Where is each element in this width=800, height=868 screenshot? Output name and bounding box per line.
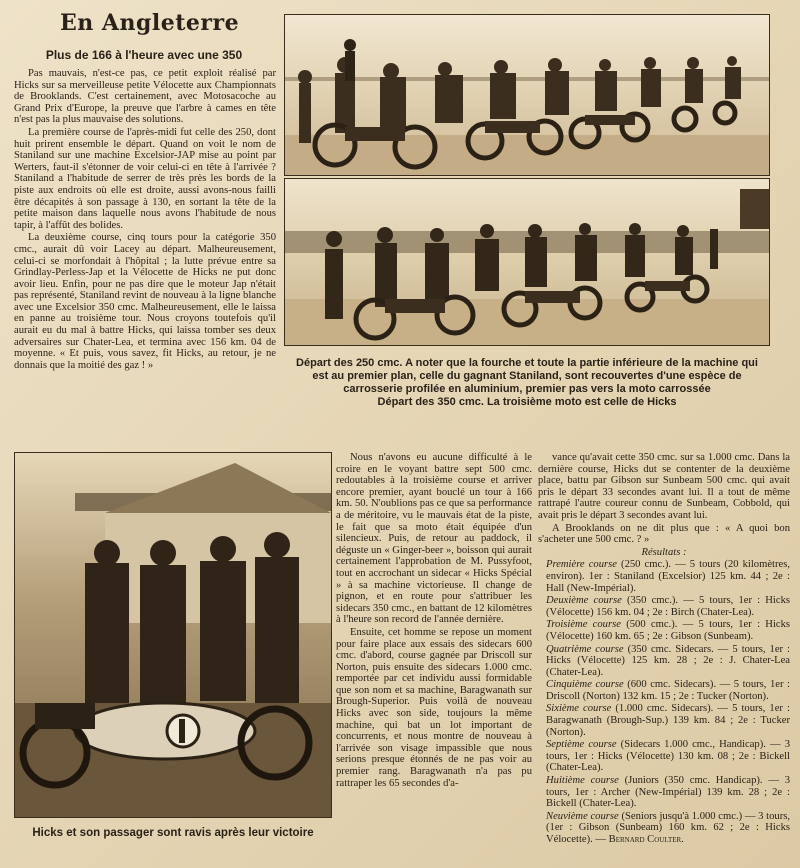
result-item xyxy=(538,775,790,810)
results-title: Résultats : xyxy=(641,546,687,558)
race-detail: (Juniors (350 cmc. Handicap). — 3 tours, 1er : Archer (New-Impérial) 139 km. 28 ; 2e : Bickell (Chater-Lea). xyxy=(546,775,790,810)
right-column xyxy=(538,452,790,864)
race-detail: (600 cmc. Sidecars). — 5 tours, 1er : Driscoll (Norton) 132 km. 15 ; 2e : Tucker (Norton). xyxy=(546,679,790,702)
top-photo-caption xyxy=(292,357,762,409)
middle-column xyxy=(336,452,532,864)
paragraph: La deuxième course, cinq tours pour la catégorie 350 cmc., aurait dû voir Lacey au départ. Malheureusement, celui-ci se morfondait à l'hôpital ; la lutte prévue entre sa Grindlay-Perless-Jap et la Vélocette de Hicks ne put donc avoir lieu. Enfin, pour ne pas dire que le moteur Jap n'était pas représenté, Staniland revint de nouveau à la ligne blanche avec une Excelsior 350 cmc. Malheureusement, elle le laissa en panne au troisième tour. Nous croyons toutefois qu'il aurait eu du mal à battre Hicks, qui laissa tomber ses deux adversaires sur Chater-Lea, et termina avec 156 km. 04 de moyenne. « Et puis, vous savez, fit Hicks, au retour, je ne donnais que la moitié des gaz ! » xyxy=(14,232,276,371)
photo-start-250-image xyxy=(285,15,769,175)
race-name: Sixième course xyxy=(546,703,612,715)
paragraph: vance qu'avait cette 350 cmc. sur sa 1.000 cmc. Dans la dernière course, Hicks dut se contenter de la deuxième place, battu par Gibson sur Sunbeam 500 cmc. qui avait pris le départ 33 secondes avant lui. Il a tout de même rattrapé l'autre coureur connu de Sunbeam, Cobbold, qui avait pris le départ 3 secondes avant lui. xyxy=(538,452,790,521)
result-item xyxy=(538,703,790,738)
race-name: Troisième course xyxy=(546,619,621,631)
paragraph: Nous n'avons eu aucune difficulté à le croire en le voyant battre sept 500 cmc. redoutables à la troisième course et arriver encore premier, ayant bouclé un tour à 166 km. 50. N'oublions pas ce que sa performance a de méritoire, vu le mauvais état de la piste, le fait que sa moto était équipée d'un silencieux. Puis, de retour au paddock, il déguste un « Ginger-beer », boisson qui aurait certainement l'approbation de M. Pussyfoot, tout en accrochant un sidecar « Hicks Spécial » à sa machine victorieuse. Il change de pignon, et en route pour s'attribuer les sidecars 350 cmc., en battant de 12 kilomètres à l'heure son record de l'année dernière. xyxy=(336,452,532,626)
race-detail: (Sidecars 1.000 cmc., Handicap). — 3 tours, 1er : Hicks (Vélocette) 130 km. 08 ; 2e : Bickell (Chater-Lea). xyxy=(546,739,790,774)
paragraph: La première course de l'après-midi fut celle des 250, dont huit prirent ensemble le départ. Quand on voit le nom de Staniland sur une machine Excelsior-JAP mise au point par Werters, faut-il s'étonner de voir celui-ci en tête à l'arrivée ? Staniland a l'habitude de serrer de très près les bords de la piste aux endroits où elle est droite, aussi avons-nous failli être décapités à son passage à 130, en sortant la tête de la petite maison dans laquelle nous avons l'habitude de nous tapir, à l'affût des bolides. xyxy=(14,126,276,231)
race-detail: (1.000 cmc. Sidecars). — 5 tours, 1er : Baragwanath (Brough-Sup.) 139 km. 84 ; 2e : Tucker (Norton). xyxy=(546,703,790,738)
article-title: En Angleterre xyxy=(60,10,240,36)
race-name: Deuxième course xyxy=(546,595,622,607)
left-column xyxy=(14,68,276,453)
result-item xyxy=(538,595,790,618)
race-name: Septième course xyxy=(546,739,617,751)
bottom-photo-caption: Hicks et son passager sont ravis après leur victoire xyxy=(32,827,314,839)
photo-hicks-sidecar xyxy=(14,452,332,818)
race-detail: (500 cmc.). — 5 tours, 1er : Hicks (Vélocette) 160 km. 65 ; 2e : Gibson (Sunbeam). xyxy=(546,619,790,642)
race-detail: (250 cmc.). — 5 tours (20 kilomètres, environ). 1er : Staniland (Excelsior) 125 km. 44 ; 2e : Hall (New-Impérial). xyxy=(546,559,790,594)
race-name: Neuvième course xyxy=(546,810,619,822)
paragraph: Ensuite, cet homme se repose un moment pour faire place aux essais des sidecars 600 cmc. d'abord, course gagnée par Driscoll sur Norton, puis ensuite des sidecars 1.000 cmc. remportée par cet individu aussi formidable que son nom et sa machine, Baragwanath sur Brough-Superior. Puis voilà de nouveau Hicks avec son side, toujours la même machine, qui bat un lot important de concurrents, et nous montre de nouveau à l'arrivée son visage impassible que nous serions presque étonnés de ne pas voir au premier rang. Baragwanath n'a pas pu rattraper les 65 secondes d'a- xyxy=(336,626,532,789)
race-detail: (Seniors jusqu'à 1.000 cmc.) — 3 tours, (1er : Gibson (Sunbeam) 160 km. 62 ; 2e : Hicks Vélocette). — xyxy=(546,810,790,845)
race-name: Quatrième course xyxy=(546,643,624,655)
race-detail: (350 cmc.). — 5 tours, 1er : Hicks (Vélocette) 156 km. 04 ; 2e : Birch (Chater-Lea). xyxy=(546,595,790,618)
race-name: Première course xyxy=(546,559,617,571)
result-item xyxy=(538,679,790,702)
photo-start-250 xyxy=(284,14,770,176)
article-subtitle: Plus de 166 à l'heure avec une 350 xyxy=(45,48,243,62)
photo-start-350 xyxy=(284,178,770,346)
caption-250: Départ des 250 cmc. A noter que la fourche et toute la partie inférieure de la machine qui est au premier plan, celle du gagnant Staniland, sont recouvertes d'une espèce de carrosserie profilée en aluminium, premier pas vers la moto carrossée xyxy=(296,357,758,395)
photo-hicks-sidecar-image xyxy=(15,453,331,817)
author-signature: Bernard Coulter. xyxy=(608,834,684,845)
race-name: Cinquième course xyxy=(546,679,624,691)
paragraph: A Brooklands on ne dit plus que : « A quoi bon s'acheter une 500 cmc. ? » xyxy=(538,522,790,546)
result-item xyxy=(538,811,790,846)
result-item xyxy=(538,559,790,594)
result-item xyxy=(538,644,790,679)
result-item xyxy=(538,619,790,642)
race-name: Huitième course xyxy=(546,775,619,787)
result-item xyxy=(538,739,790,774)
paragraph: Pas mauvais, n'est-ce pas, ce petit exploit réalisé par Hicks sur sa merveilleuse petite Vélocette aux Championnats de Brooklands. C'est certainement, avec Motosacoche au Grand Prix d'Europe, la preuve que l'arbre à cames en tête n'est pas la plus mauvaise des solutions. xyxy=(14,68,276,126)
photo-start-350-image xyxy=(285,179,769,345)
caption-350: Départ des 350 cmc. La troisième moto est celle de Hicks xyxy=(377,396,677,408)
race-detail: (350 cmc. Sidecars. — 5 tours, 1er : Hicks (Vélocette) 125 km. 28 ; 2e : J. Chater-Lea (Chater-Lea). xyxy=(546,643,790,678)
